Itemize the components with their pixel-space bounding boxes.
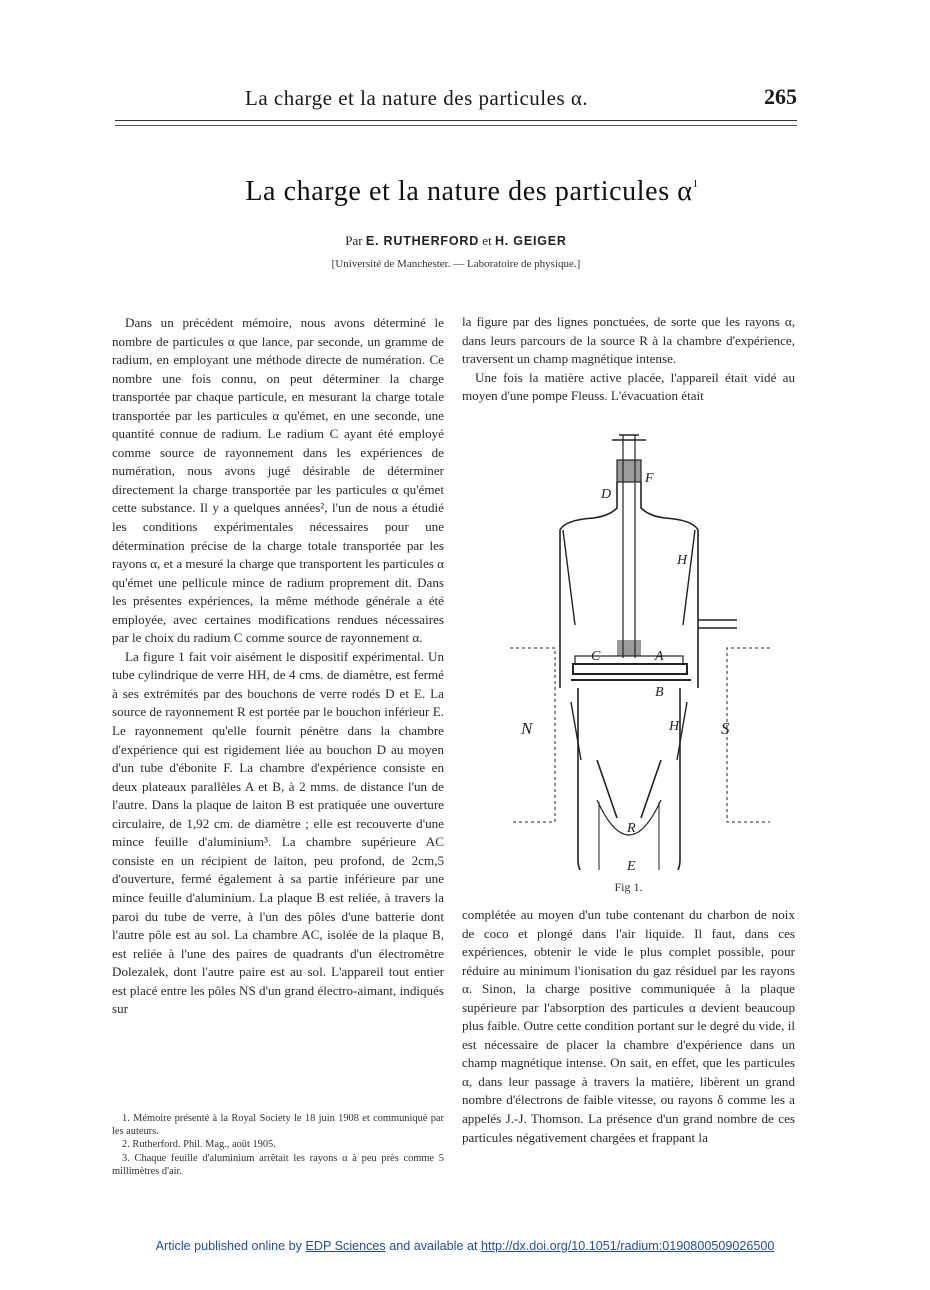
running-title: La charge et la nature des particules α. bbox=[245, 86, 589, 110]
footer-prefix: Article published online by bbox=[155, 1239, 302, 1253]
publisher-link[interactable]: EDP Sciences bbox=[305, 1239, 386, 1253]
article-title-text: La charge et la nature des particules α bbox=[245, 176, 693, 207]
header-rule bbox=[115, 120, 797, 121]
header-rule-thin bbox=[115, 125, 797, 126]
doi-link[interactable]: http://dx.doi.org/10.1051/radium:0190800509026500 bbox=[480, 1239, 775, 1253]
apparatus-figure bbox=[505, 430, 775, 870]
label-f: F bbox=[645, 471, 654, 486]
paragraph-field-continued: la figure par des lignes ponctuées, de sorte que les rayons α, dans leurs parcours de la source R à la chambre d'expérience, traversent un champ magnétique intense. bbox=[462, 314, 795, 367]
paragraph-evacuation: Une fois la matière active placée, l'appareil était vidé au moyen d'une pompe Fleuss. L'évacuation était bbox=[462, 369, 795, 404]
paragraph-vacuum: complétée au moyen d'un tube contenant du charbon de noix de coco et plongé dans l'air liquide. Il faut, dans ces expériences, obtenir le vide le plus complet possible, pour réduire au minimum l'ionisation du gaz résiduel par les rayons α. Sinon, la charge positive communiquée à la plaque supérieure par l'absorption des particules α devient beaucoup plus faible. Outre cette condition portant sur le degré du vide, il est nécessaire de placer la chambre d'expérience dans un champ magnétique intense. On sait, en effet, que les particules α, dans leur passage à travers la matière, libèrent un grand nombre d'électrons de faible vitesse, ou rayons δ comme les a appelés J.-J. Thomson. La présence d'un grand nombre de ces particules négativement chargées et frappant la bbox=[462, 907, 795, 1145]
label-n: N bbox=[521, 719, 533, 738]
label-s: S bbox=[721, 719, 730, 738]
left-column bbox=[112, 314, 444, 1019]
footnote-2: 2. Rutherford. Phil. Mag., août 1905. bbox=[122, 1139, 276, 1151]
label-c: C bbox=[591, 649, 601, 664]
title-footnote-marker: 1 bbox=[692, 178, 699, 190]
page-number: 265 bbox=[764, 84, 797, 109]
label-b: B bbox=[655, 685, 664, 700]
footer-middle: and available at bbox=[389, 1239, 478, 1253]
figure-caption: Fig 1. bbox=[614, 880, 643, 894]
paragraph-apparatus: La figure 1 fait voir aisément le dispositif expérimental. Un tube cylindrique de verre HH, de 4 cms. de diamètre, est fermé à ses extrémités par des bouchons de verre rodés D et E. La source de rayonnement R est portée par le bouchon inférieur E. Le rayonnement qu'elle fournit pénètre dans la chambre d'expérience qui est rigidement liée au bouchon D au moyen d'un tube d'ébonite F. La chambre d'expérience consiste en deux plateaux parallèles A et B, à 2 mms. de distance l'un de l'autre. Dans la plaque de laiton B est pratiquée une ouverture circulaire, de 1,92 cm. de diamètre ; elle est recouverte d'une mince feuille d'aluminium³. La chambre supérieure AC consiste en un récipient de laiton, peu profond, de 2cm,5 d'ouverture, fermé également à sa partie inférieure par une mince feuille d'aluminium. La plaque B est reliée, à travers la paroi du tube de verre, à l'un des pôles d'une batterie dont l'autre pôle est au sol. La chambre AC, isolée de la plaque B, est reliée à l'une des paires de quadrants d'un électromètre Dolezalek, dont l'autre paire est au sol. L'appareil tout entier est placé entre les pôles NS d'un grand électro-aimant, indiqués sur bbox=[112, 648, 444, 1017]
article-title bbox=[115, 176, 829, 208]
footnotes bbox=[112, 1112, 444, 1178]
authors-joiner: et bbox=[482, 233, 492, 248]
running-head bbox=[115, 86, 797, 116]
affiliation: [Université de Manchester. — Laboratoire de physique.] bbox=[331, 258, 581, 270]
label-a: A bbox=[655, 649, 664, 664]
author-geiger: H. GEIGER bbox=[494, 234, 567, 248]
footnote-3: 3. Chaque feuille d'aluminium arrêtait les rayons α à peu près comme 5 millimètres d'air. bbox=[112, 1152, 444, 1177]
apparatus-diagram bbox=[505, 430, 775, 870]
label-d: D bbox=[601, 487, 612, 502]
author-rutherford: E. RUTHERFORD bbox=[365, 234, 480, 248]
footnote-1: 1. Mémoire présenté à la Royal Society le 18 juin 1908 et communiqué par les auteurs. bbox=[112, 1113, 444, 1138]
publication-footer bbox=[0, 1239, 930, 1253]
label-h-top: H bbox=[677, 553, 688, 568]
label-h-mid: H bbox=[669, 719, 680, 734]
authors-prefix: Par bbox=[345, 233, 363, 248]
paragraph-intro: Dans un précédent mémoire, nous avons déterminé le nombre de particules α que lance, par seconde, un gramme de radium, en employant une méthode directe de numération. Ce nombre une fois connu, on peut déterminer la charge transportée par chaque particule, en mesurant la charge totale transportée par les particules α qu'émet, en une seconde, une quantité connue de radium. Le radium C ayant été employé comme source de rayonnement dans les expériences de numération, nous avons jugé désirable de déterminer directement la charge transportée par les particules α qu'émet cette substance. Il y a quelques années², l'un de nous a étudié les conditions expérimentales nécessaires pour une détermination précise de la charge totale transportée par les rayons α, et a mesuré la charge que transportent les particules α qu'émet une pellicule mince de radium proprement dit. Dans les présentes expériences, la même méthode générale a été employée, avec certaines modifications rendues nécessaires par le choix du radium C comme source de rayonnement α. bbox=[112, 315, 444, 646]
label-r: R bbox=[627, 821, 636, 836]
right-column-top bbox=[462, 313, 795, 406]
label-e: E bbox=[627, 859, 636, 870]
authors-line bbox=[115, 233, 797, 249]
right-column-bottom bbox=[462, 906, 795, 1147]
